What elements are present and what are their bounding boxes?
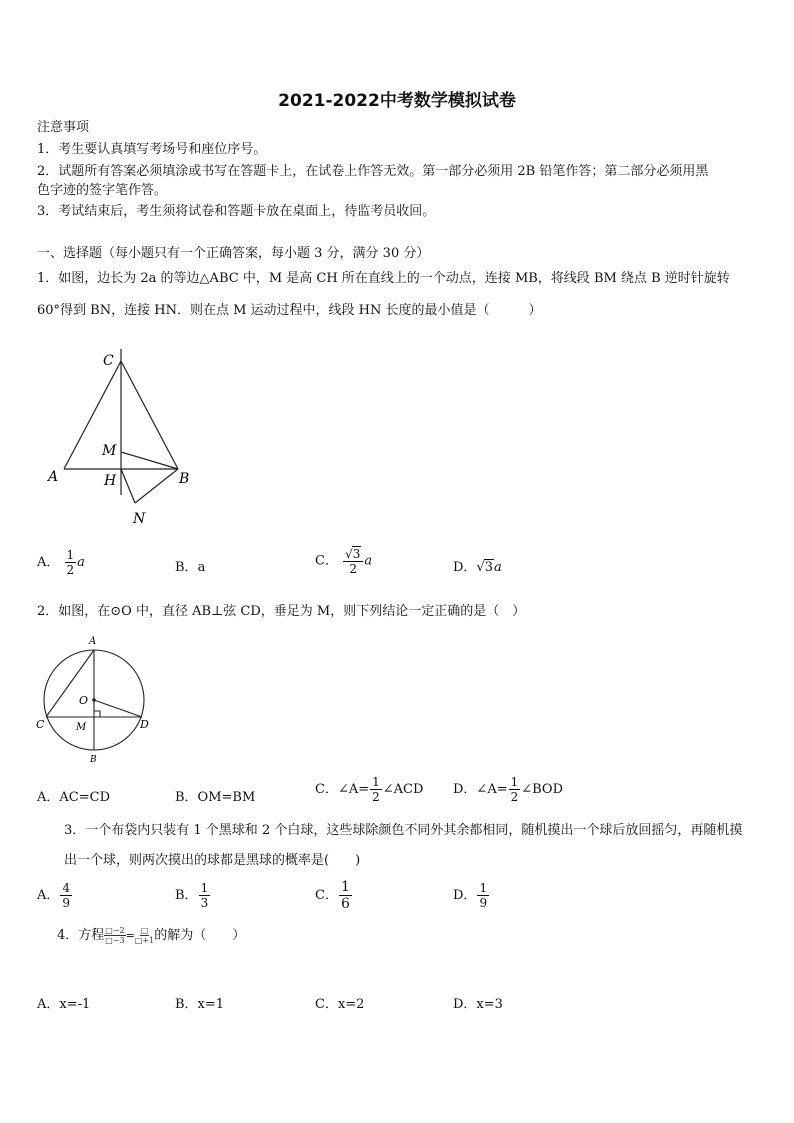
notice-item: 2．试题所有答案必须填涂或书写在答题卡上，在试卷上作答无效。第一部分必须用 2B 铅笔作答；第二部分必须用黑 xyxy=(37,164,709,179)
frac-num: 1 xyxy=(479,881,488,895)
option-label: C． xyxy=(315,553,338,569)
fig-label-a: A xyxy=(89,636,97,647)
q4-option-a[interactable]: A．x=-1 xyxy=(37,997,91,1012)
fig-label-a: A xyxy=(48,469,59,485)
frac-den: 9 xyxy=(479,896,488,910)
option-label: A． xyxy=(37,555,60,570)
fig-label-c: C xyxy=(36,718,45,731)
q1-stem-line1: 1．如图，边长为 2a 的等边△ABC 中，M 是高 CH 所在直线上的一个动点，连接 MB，将线段 BM 绕点 B 逆时针旋转 xyxy=(37,271,730,286)
q1-triangle-figure xyxy=(40,345,210,530)
q2-circle-figure xyxy=(34,632,154,767)
q4-stem xyxy=(57,926,245,946)
option-label: D． xyxy=(453,888,477,903)
fig-label-h: H xyxy=(104,473,117,489)
var: a xyxy=(364,553,373,569)
frac-num: 1 xyxy=(510,775,519,789)
var: a xyxy=(494,560,502,575)
q4-option-b[interactable]: B．x=1 xyxy=(175,997,225,1012)
frac-num: □ xyxy=(140,926,149,935)
q3-option-c[interactable] xyxy=(315,879,353,912)
radicand: 3 xyxy=(484,560,494,575)
q2-option-c[interactable] xyxy=(315,775,423,804)
q2-option-d[interactable] xyxy=(453,775,563,804)
frac-num: 1 xyxy=(372,775,380,789)
q1-option-c[interactable]: C． $\frac{√3}{2}$ a xyxy=(315,547,373,576)
frac-num: 1 xyxy=(340,879,350,895)
fig-label-o: O xyxy=(79,694,89,707)
option-text: a xyxy=(197,560,206,575)
var: a xyxy=(77,555,85,570)
equals-sign: = xyxy=(125,929,135,942)
frac-num: 4 xyxy=(62,881,71,895)
fig-label-c: C xyxy=(103,353,114,369)
q3-stem-line1: 3．一个布袋内只装有 1 个黑球和 2 个白球，这些球除颜色不同外其余都相同，随机摸出一个球后放回摇匀，再随机摸 xyxy=(64,823,743,838)
notice-item: 色字迹的签字笔作答。 xyxy=(37,183,168,198)
fig-label-b: B xyxy=(90,755,97,765)
q2-option-a[interactable]: A．AC=CD xyxy=(37,790,110,805)
q2-option-b[interactable]: B．OM=BM xyxy=(175,790,256,805)
q3-option-a[interactable] xyxy=(37,881,73,910)
notice-item: 3．考试结束后，考生须将试卷和答题卡放在桌面上，待监考员收回。 xyxy=(37,204,436,219)
frac-den: 3 xyxy=(200,896,209,910)
fig-label-n: N xyxy=(133,511,146,527)
notice-heading: 注意事项 xyxy=(37,120,90,135)
frac-num: □−2 xyxy=(105,926,125,935)
q4-prefix: 4．方程 xyxy=(57,928,105,943)
q3-option-b[interactable] xyxy=(175,881,211,910)
frac-num: 3 xyxy=(352,547,361,561)
option-label: B． xyxy=(175,888,198,903)
frac-den: 2 xyxy=(349,562,358,576)
frac-den: 2 xyxy=(510,790,519,804)
frac-num: 1 xyxy=(66,548,75,562)
notice-item: 1．考生要认真填写考场号和座位序号。 xyxy=(37,142,267,157)
fig-label-m: M xyxy=(102,443,117,459)
frac-den: 2 xyxy=(372,790,380,804)
option-prefix: C．∠A= xyxy=(315,782,370,797)
option-label: D． xyxy=(453,560,477,575)
q4-option-d[interactable]: D．x=3 xyxy=(453,997,503,1012)
fig-label-b: B xyxy=(179,471,190,487)
option-label: B． xyxy=(175,560,198,575)
section-heading: 一、选择题（每小题只有一个正确答案，每小题 3 分，满分 30 分） xyxy=(37,246,430,261)
exam-title: 2021-2022中考数学模拟试卷 xyxy=(278,91,516,111)
frac-den: □+1 xyxy=(134,936,155,945)
frac-num: 1 xyxy=(200,881,209,895)
fig-label-m: M xyxy=(76,722,87,733)
option-prefix: D．∠A= xyxy=(453,782,508,797)
q4-suffix: 的解为（ ） xyxy=(154,928,246,943)
q4-option-c[interactable]: C．x=2 xyxy=(315,997,365,1012)
q3-stem-line2: 出一个球，则两次摸出的球都是黑球的概率是( ) xyxy=(64,853,361,868)
option-label: C． xyxy=(315,888,338,903)
frac-den: 9 xyxy=(62,896,71,910)
q1-stem-line2: 60°得到 BN，连接 HN．则在点 M 运动过程中，线段 HN 长度的最小值是（ ） xyxy=(37,303,542,318)
q1-option-a[interactable] xyxy=(37,548,85,577)
option-suffix: ∠BOD xyxy=(521,782,564,797)
fig-label-d: D xyxy=(140,718,149,731)
frac-den: 6 xyxy=(340,896,350,912)
option-label: A． xyxy=(37,888,60,903)
q1-option-d[interactable]: D．√3a xyxy=(453,560,502,575)
option-suffix: ∠ACD xyxy=(382,782,424,797)
q3-option-d[interactable] xyxy=(453,881,490,910)
q2-stem: 2．如图，在⊙O 中，直径 AB⊥弦 CD，垂足为 M，则下列结论一定正确的是（ ） xyxy=(37,604,526,619)
frac-den: 2 xyxy=(66,563,75,577)
q1-option-b[interactable] xyxy=(175,556,205,575)
frac-den: □−3 xyxy=(105,936,125,945)
